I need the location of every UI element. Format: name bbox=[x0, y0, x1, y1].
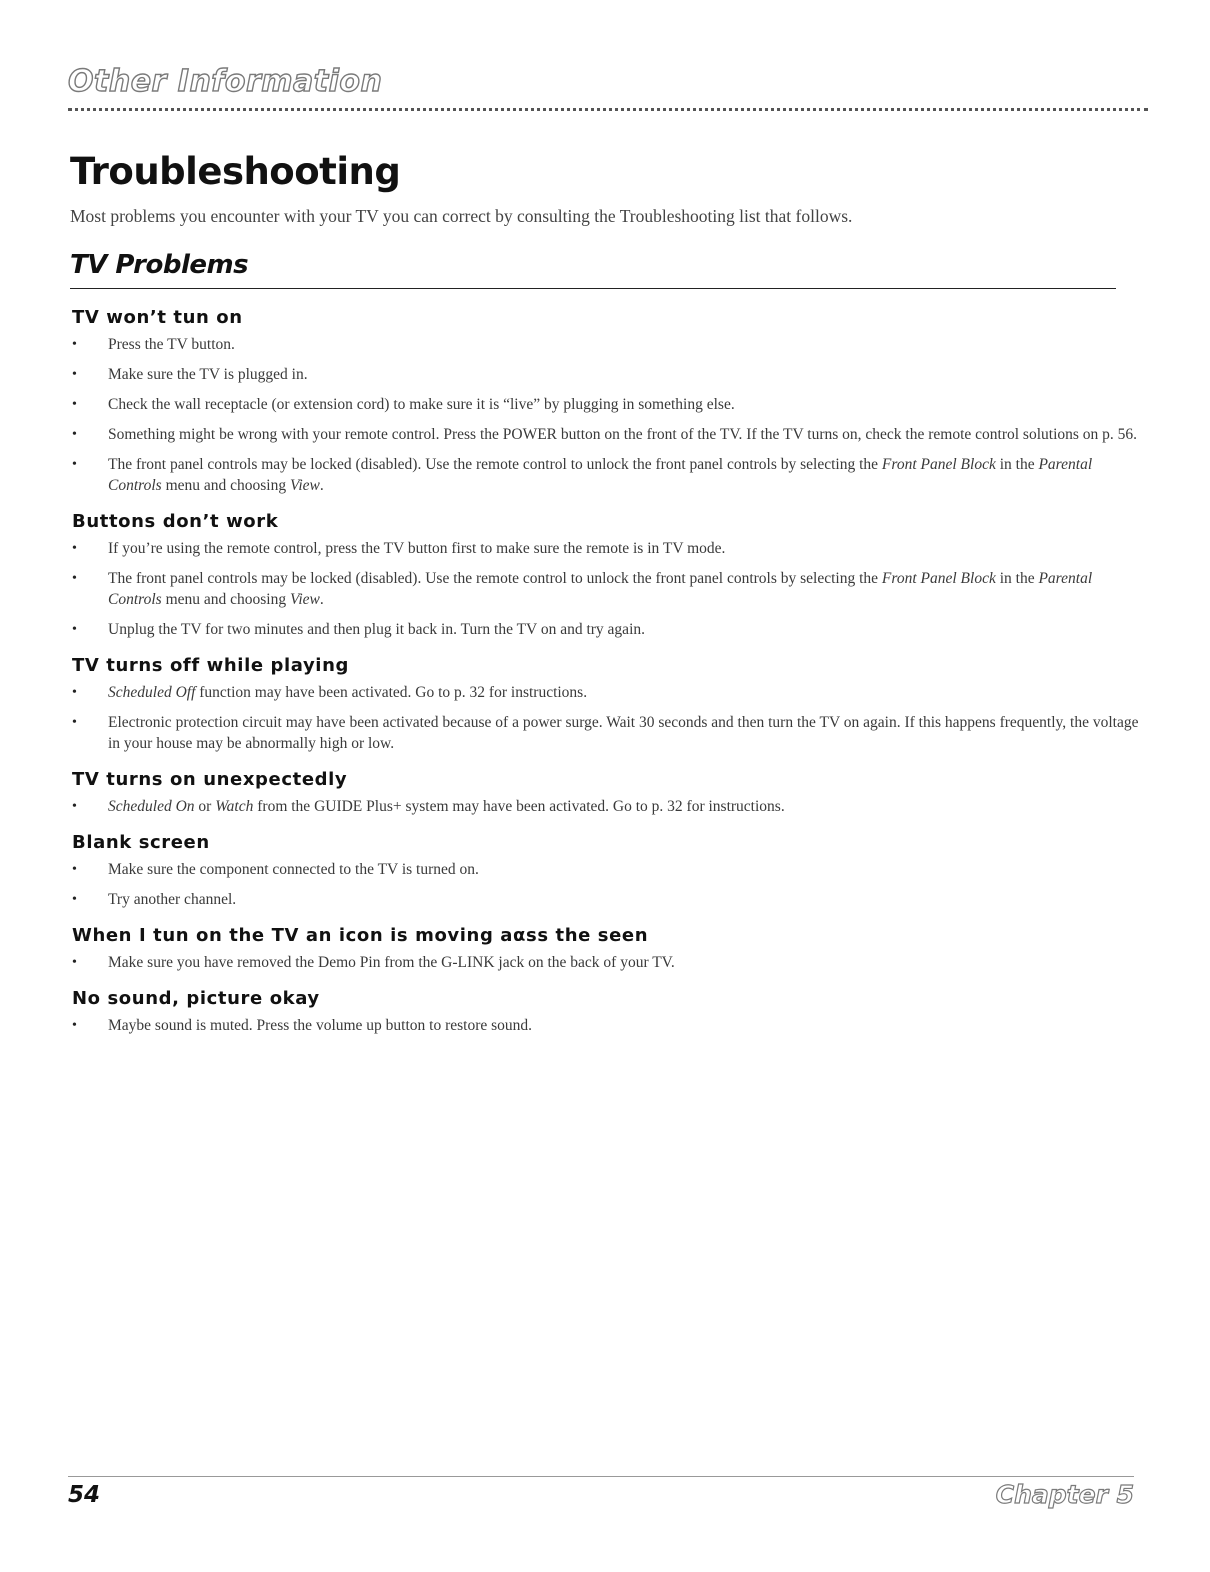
solution-text: in the bbox=[995, 570, 1039, 587]
problem-heading: Blank screen bbox=[72, 832, 210, 853]
subsection-title: TV Problems bbox=[70, 250, 249, 280]
menu-term: View bbox=[290, 591, 320, 608]
bullet-icon: • bbox=[72, 862, 77, 877]
solution-item bbox=[72, 364, 1142, 385]
solution-text: menu and choosing bbox=[161, 477, 290, 494]
solution-item bbox=[72, 394, 1142, 415]
solution-item bbox=[72, 859, 1142, 880]
problems-list bbox=[72, 306, 1142, 1050]
problem-heading: TV turns off while playing bbox=[72, 655, 349, 676]
solution-text: Unplug the TV for two minutes and then plug it back in. Turn the TV on and try again. bbox=[108, 621, 645, 638]
solution-text: Try another channel. bbox=[108, 891, 237, 908]
solution-text: If you’re using the remote control, press the TV button first to make sure the remote is in TV mode. bbox=[108, 540, 726, 557]
bullet-icon: • bbox=[72, 337, 77, 352]
solution-text: in the bbox=[995, 456, 1039, 473]
solution-item bbox=[72, 454, 1142, 496]
bullet-icon: • bbox=[72, 457, 77, 472]
menu-term: Parental Controls bbox=[108, 456, 1093, 494]
bullet-icon: • bbox=[72, 685, 77, 700]
problem-section bbox=[72, 831, 1142, 910]
solution-text: Electronic protection circuit may have been activated because of a power surge. Wait 30 seconds and then turn the TV on again. If this happens frequently, the voltage in your house may be abnormally high or low. bbox=[108, 714, 1139, 752]
solution-item bbox=[72, 796, 1142, 817]
solution-text: from the GUIDE Plus+ system may have been activated. Go to p. 32 for instructions. bbox=[253, 798, 785, 815]
intro-paragraph: Most problems you encounter with your TV you can correct by consulting the Troubleshooting list that follows. bbox=[70, 206, 853, 226]
problem-section bbox=[72, 306, 1142, 496]
solution-text: Something might be wrong with your remote control. Press the POWER button on the front of the TV. If the TV turns on, check the remote control solutions on p. 56. bbox=[108, 426, 1138, 443]
problem-section bbox=[72, 654, 1142, 754]
solution-list bbox=[72, 538, 1142, 640]
solution-text: function may have been activated. Go to p. 32 for instructions. bbox=[195, 684, 588, 701]
subsection-header bbox=[70, 248, 1116, 289]
section-header-divider bbox=[68, 108, 1148, 111]
solution-text: The front panel controls may be locked (disabled). Use the remote control to unlock the front panel controls by selecting the bbox=[108, 570, 882, 587]
bullet-icon: • bbox=[72, 1018, 77, 1033]
problem-heading: When I tun on the TV an icon is moving aαss the seen bbox=[72, 925, 649, 946]
solution-list bbox=[72, 796, 1142, 817]
solution-list bbox=[72, 334, 1142, 496]
page-title: Troubleshooting bbox=[70, 150, 401, 193]
menu-term: Parental Controls bbox=[108, 570, 1093, 608]
menu-term: Front Panel Block bbox=[881, 456, 996, 473]
footer-divider bbox=[68, 1476, 1134, 1477]
problem-heading: TV won’t tun on bbox=[72, 307, 243, 328]
menu-term: Front Panel Block bbox=[881, 570, 996, 587]
bullet-icon: • bbox=[72, 622, 77, 637]
problem-section bbox=[72, 987, 1142, 1036]
solution-item bbox=[72, 889, 1142, 910]
bullet-icon: • bbox=[72, 397, 77, 412]
solution-text: Press the TV button. bbox=[108, 336, 235, 353]
solution-text: Maybe sound is muted. Press the volume up button to restore sound. bbox=[108, 1017, 533, 1034]
problem-heading: No sound, picture okay bbox=[72, 988, 320, 1009]
section-title: Other Information bbox=[68, 64, 383, 99]
solution-item bbox=[72, 1015, 1142, 1036]
problem-section bbox=[72, 924, 1142, 973]
bullet-icon: • bbox=[72, 571, 77, 586]
solution-item bbox=[72, 682, 1142, 703]
solution-list bbox=[72, 952, 1142, 973]
bullet-icon: • bbox=[72, 799, 77, 814]
bullet-icon: • bbox=[72, 892, 77, 907]
solution-text: Check the wall receptacle (or extension cord) to make sure it is “live” by plugging in something else. bbox=[108, 396, 735, 413]
bullet-icon: • bbox=[72, 715, 77, 730]
bullet-icon: • bbox=[72, 367, 77, 382]
page-number: 54 bbox=[68, 1482, 101, 1508]
solution-text: Make sure you have removed the Demo Pin from the G-LINK jack on the back of your TV. bbox=[108, 954, 675, 971]
solution-item bbox=[72, 424, 1142, 445]
bullet-icon: • bbox=[72, 955, 77, 970]
solution-list bbox=[72, 682, 1142, 754]
solution-text: Make sure the component connected to the TV is turned on. bbox=[108, 861, 479, 878]
problem-heading: TV turns on unexpectedly bbox=[72, 769, 348, 790]
bullet-icon: • bbox=[72, 541, 77, 556]
solution-item bbox=[72, 334, 1142, 355]
problem-heading: Buttons don’t work bbox=[72, 511, 279, 532]
menu-term: Scheduled Off bbox=[108, 684, 196, 701]
solution-item bbox=[72, 568, 1142, 610]
solution-item bbox=[72, 619, 1142, 640]
solution-item bbox=[72, 538, 1142, 559]
menu-term: Watch bbox=[215, 798, 254, 815]
solution-item bbox=[72, 952, 1142, 973]
solution-text: . bbox=[319, 591, 324, 608]
solution-list bbox=[72, 1015, 1142, 1036]
solution-item bbox=[72, 712, 1142, 754]
menu-term: View bbox=[290, 477, 320, 494]
solution-list bbox=[72, 859, 1142, 910]
bullet-icon: • bbox=[72, 427, 77, 442]
chapter-label: Chapter 5 bbox=[995, 1480, 1134, 1509]
solution-text: . bbox=[319, 477, 324, 494]
solution-text: The front panel controls may be locked (disabled). Use the remote control to unlock the front panel controls by selecting the bbox=[108, 456, 882, 473]
solution-text: Make sure the TV is plugged in. bbox=[108, 366, 308, 383]
solution-text: or bbox=[194, 798, 216, 815]
problem-section bbox=[72, 768, 1142, 817]
problem-section bbox=[72, 510, 1142, 640]
section-header bbox=[68, 60, 1148, 116]
solution-text: menu and choosing bbox=[161, 591, 290, 608]
menu-term: Scheduled On bbox=[108, 798, 195, 815]
